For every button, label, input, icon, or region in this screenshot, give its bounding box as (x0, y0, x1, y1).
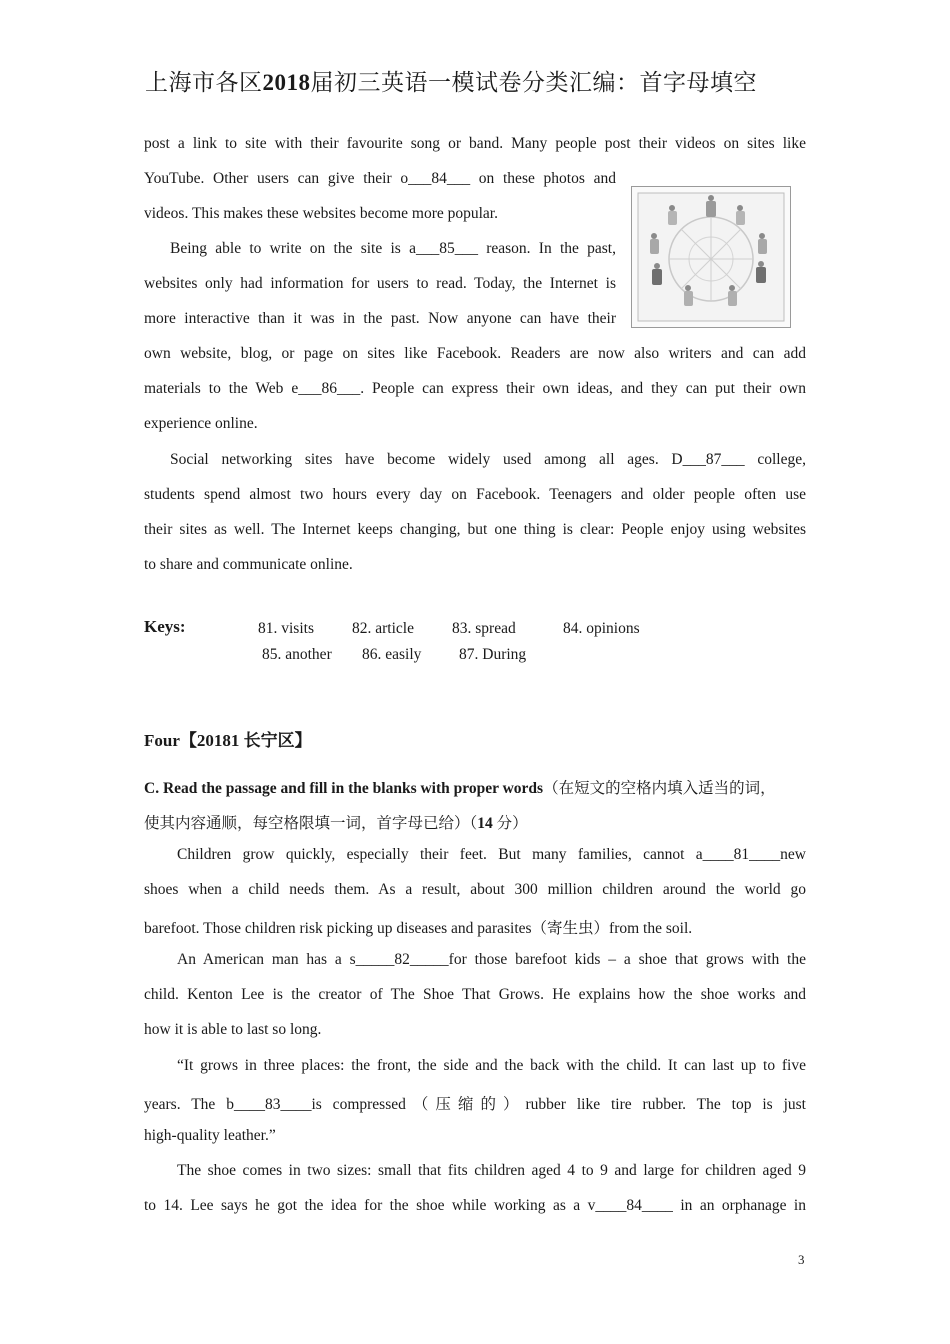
instruction-cn-2b: 分） (492, 815, 528, 832)
passage2-line: years. The b____83____is compressed（压缩的）rubber like tire rubber. The top is just (144, 1096, 806, 1113)
passage2-line: “It grows in three places: the front, the side and the back with the child. It can last up to five (177, 1057, 806, 1074)
passage1-line: websites only had information for users to read. Today, the Internet is (144, 275, 616, 292)
passage2-line: An American man has a s_____82_____for those barefoot kids – a shoe that grows with the (177, 951, 806, 968)
header-prefix: 上海市各区 (145, 70, 263, 95)
instruction-cn-2a: 使其内容通顺，每空格限填一词，首字母已给）（ (144, 815, 478, 832)
instruction-cn-1: （在短文的空格内填入适当的词， (543, 780, 776, 797)
passage2-line: how it is able to last so long. (144, 1021, 322, 1038)
key-item: 87. During (459, 646, 527, 663)
passage2-line: child. Kenton Lee is the creator of The Shoe That Grows. He explains how the shoe works and (144, 986, 806, 1003)
key-item: 85. another (262, 646, 332, 663)
passage1-line: more interactive than it was in the past. Now anyone can have their (144, 310, 616, 327)
passage1-line: Social networking sites have become widely used among all ages. D___87___ college, (170, 451, 806, 468)
passage2-line: Children grow quickly, especially their feet. But many families, cannot a____81____new (177, 846, 806, 863)
section-title-bracket: 【20181 长宁区】 (179, 731, 312, 750)
instruction-bold: C. Read the passage and fill in the blanks with proper words (144, 780, 544, 797)
passage1-line: their sites as well. The Internet keeps changing, but one thing is clear: People enjoy using websites (144, 521, 806, 538)
key-item: 83. spread (452, 620, 516, 637)
section-title-prefix: Four (144, 731, 180, 750)
passage1-line: videos. This makes these websites become more popular. (144, 205, 498, 222)
key-item: 84. opinions (563, 620, 640, 637)
key-item: 81. visits (258, 620, 314, 637)
passage2-line: barefoot. Those children risk picking up diseases and parasites（寄生虫）from the soil. (144, 920, 693, 937)
passage1-line: own website, blog, or page on sites like Facebook. Readers are now also writers and can add (144, 345, 806, 362)
passage1-line: YouTube. Other users can give their o___84___ on these photos and (144, 170, 616, 187)
page-header (145, 64, 757, 97)
passage1-line: materials to the Web e___86___. People can express their own ideas, and they can put their own (144, 380, 806, 397)
instruction-score: 14 (477, 815, 493, 832)
instruction-line-2 (144, 811, 528, 833)
passage1-line: experience online. (144, 415, 258, 432)
passage1-line: to share and communicate online. (144, 556, 353, 573)
passage2-line: shoes when a child needs them. As a result, about 300 million children around the world go (144, 881, 806, 898)
passage1-line: students spend almost two hours every day on Facebook. Teenagers and older people often use (144, 486, 806, 503)
network-people-image (632, 187, 790, 327)
key-item: 82. article (352, 620, 414, 637)
header-year: 2018 (262, 70, 311, 95)
section-title (144, 726, 312, 751)
passage2-line: The shoe comes in two sizes: small that fits children aged 4 to 9 and large for children aged 9 (177, 1162, 806, 1179)
header-suffix: 届初三英语一模试卷分类汇编：首字母填空 (310, 70, 757, 95)
passage1-line: Being able to write on the site is a___85___ reason. In the past, (170, 240, 616, 257)
key-item: 86. easily (362, 646, 422, 663)
page-number: 3 (798, 1252, 805, 1267)
passage1-line: post a link to site with their favourite song or band. Many people post their videos on sites like (144, 135, 806, 152)
passage2-line: high-quality leather.” (144, 1127, 276, 1144)
instruction-line-1 (144, 776, 776, 798)
social-network-illustration (631, 186, 791, 328)
passage2-line: to 14. Lee says he got the idea for the shoe while working as a v____84____ in an orphanage in (144, 1197, 806, 1214)
keys-label: Keys: (144, 617, 186, 636)
